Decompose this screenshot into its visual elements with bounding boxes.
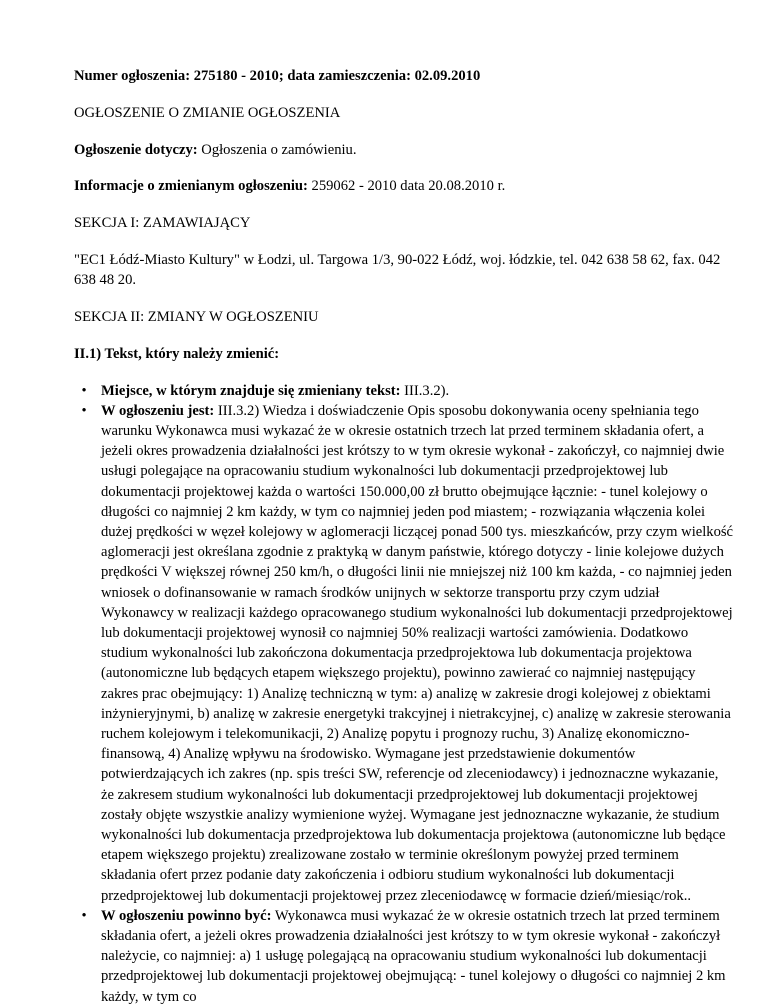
section-1-body: "EC1 Łódź-Miasto Kultury" w Łodzi, ul. Targowa 1/3, 90-022 Łódź, woj. łódzkie, tel. 042 638 58 62, fax. 042 638 48 20.: [74, 251, 721, 289]
list-item-text: III.3.2).: [400, 382, 450, 399]
changed-notice-value: 259062 - 2010 data 20.08.2010 r.: [307, 178, 506, 195]
notice-concerns-label: Ogłoszenie dotyczy:: [74, 141, 198, 158]
list-item-text: III.3.2) Wiedza i doświadczenie Opis sposobu dokonywania oceny spełniania tego warunku Wykonawca musi wykazać że w okresie ostatnich trzech lat przed terminem składania ofert, a jeżeli okres prowadzenia działalności jest krótszy to w tym okresie wykonał - zakończył, co najmniej dwie usługi polegające na opracowaniu studium wykonalności lub dokumentacji przedprojektowej lub dokumentacji projektowej każda o wartości 150.000,00 zł brutto obejmujące łącznie: - tunel kolejowy o długości co najmniej 2 km każdy, w tym co najmniej jeden pod miastem; - rozwiązania włączenia kolei dużej prędkości w węzeł kolejowy w aglomeracji liczącej ponad 500 tys. mieszkańców, przy czym wielkość aglomeracji jest określana zgodnie z praktyką w danym państwie, którego dotyczy - linie kolejowe dużych prędkości V większej równej 250 km/h, o długości linii nie mniejszej niż 100 km każda, - co najmniej jeden wniosek o dofinansowanie w ramach środków unijnych w sektorze transportu przy czym udział Wykonawcy w realizacji każdego opracowanego studium wykonalności lub dokumentacji przedprojektowej lub dokumentacji projektowej wynosił co najmniej 50% realizacji wartości zamówienia. Dodatkowo studium wykonalności lub zakończona dokumentacja przedprojektowa lub dokumentacja projektowa (autonomiczne lub będących etapem większego projektu), powinno zawierać co najmniej następujący zakres prac obejmujący: 1) Analizę techniczną w tym: a) analizę w zakresie drogi kolejowej z obiektami inżynieryjnymi, b) analizę w zakresie energetyki trakcyjnej i nietrakcyjnej, c) analizę w zakresie sterowania ruchem kolejowym i telekomunikacji, 2) Analizę popytu i prognozy ruchu, 3) Analizę ekonomiczno-finansową, 4) Analizę wpływu na środowisko. Wymagane jest przedstawienie dokumentów potwierdzających ich zakres (np. spis treści SW, referencje od zleceniodawcy) i jednoznaczne wykazanie, że zakresem studium wykonalności lub dokumentacji przedprojektowej lub dokumentacji projektowej zostały objęte wszystkie analizy wymienione wyżej. Wymagane jest jednoznaczne wykazanie, że studium wykonalności lub dokumentacja przedprojektowa lub dokumentacja projektowa (autonomiczne lub będące etapem większego projektu) zrealizowane zostało w terminie określonym powyżej przed terminem składania ofert przez podanie daty zakończenia i odbioru studium wykonalności lub dokumentacji przedprojektowej lub dokumentacji projektowej przez zleceniodawcę w formacie dzień/miesiąc/rok..: [101, 402, 734, 904]
list-item: [101, 906, 734, 1007]
notice-concerns: [74, 140, 734, 160]
list-item-label: W ogłoszeniu powinno być:: [101, 907, 272, 924]
section-2-title: SEKCJA II: ZMIANY W OGŁOSZENIU: [74, 308, 319, 325]
list-item-label: Miejsce, w którym znajduje się zmieniany tekst:: [101, 382, 401, 399]
list-item: [101, 401, 734, 906]
notice-number: Numer ogłoszenia: 275180 - 2010; data zamieszczenia: 02.09.2010: [74, 68, 481, 84]
section-2-subtitle: II.1) Tekst, który należy zmienić:: [74, 345, 280, 362]
document-title: OGŁOSZENIE O ZMIANIE OGŁOSZENIA: [74, 104, 341, 121]
document-page: [74, 66, 734, 1007]
section-1-title: SEKCJA I: ZAMAWIAJĄCY: [74, 215, 251, 232]
list-item: [101, 381, 734, 401]
list-item-text: Wykonawca musi wykazać że w okresie ostatnich trzech lat przed terminem składania ofert, a jeżeli okres prowadzenia działalności jest krótszy to w tym okresie wykonał - zakończył należycie, co najmniej: a) 1 usługę polegającą na opracowaniu studium wykonalności lub dokumentacji przedprojektowej lub dokumentacji projektowej obejmującą: - tunel kolejowy o długości co najmniej 2 km każdy, w tym co: [101, 907, 726, 1005]
list-item-label: W ogłoszeniu jest:: [101, 402, 215, 419]
changed-notice-label: Informacje o zmienianym ogłoszeniu:: [74, 178, 308, 195]
notice-concerns-value: Ogłoszenia o zamówieniu.: [197, 141, 357, 158]
changes-list: [74, 381, 734, 1007]
changed-notice-info: [74, 176, 734, 196]
